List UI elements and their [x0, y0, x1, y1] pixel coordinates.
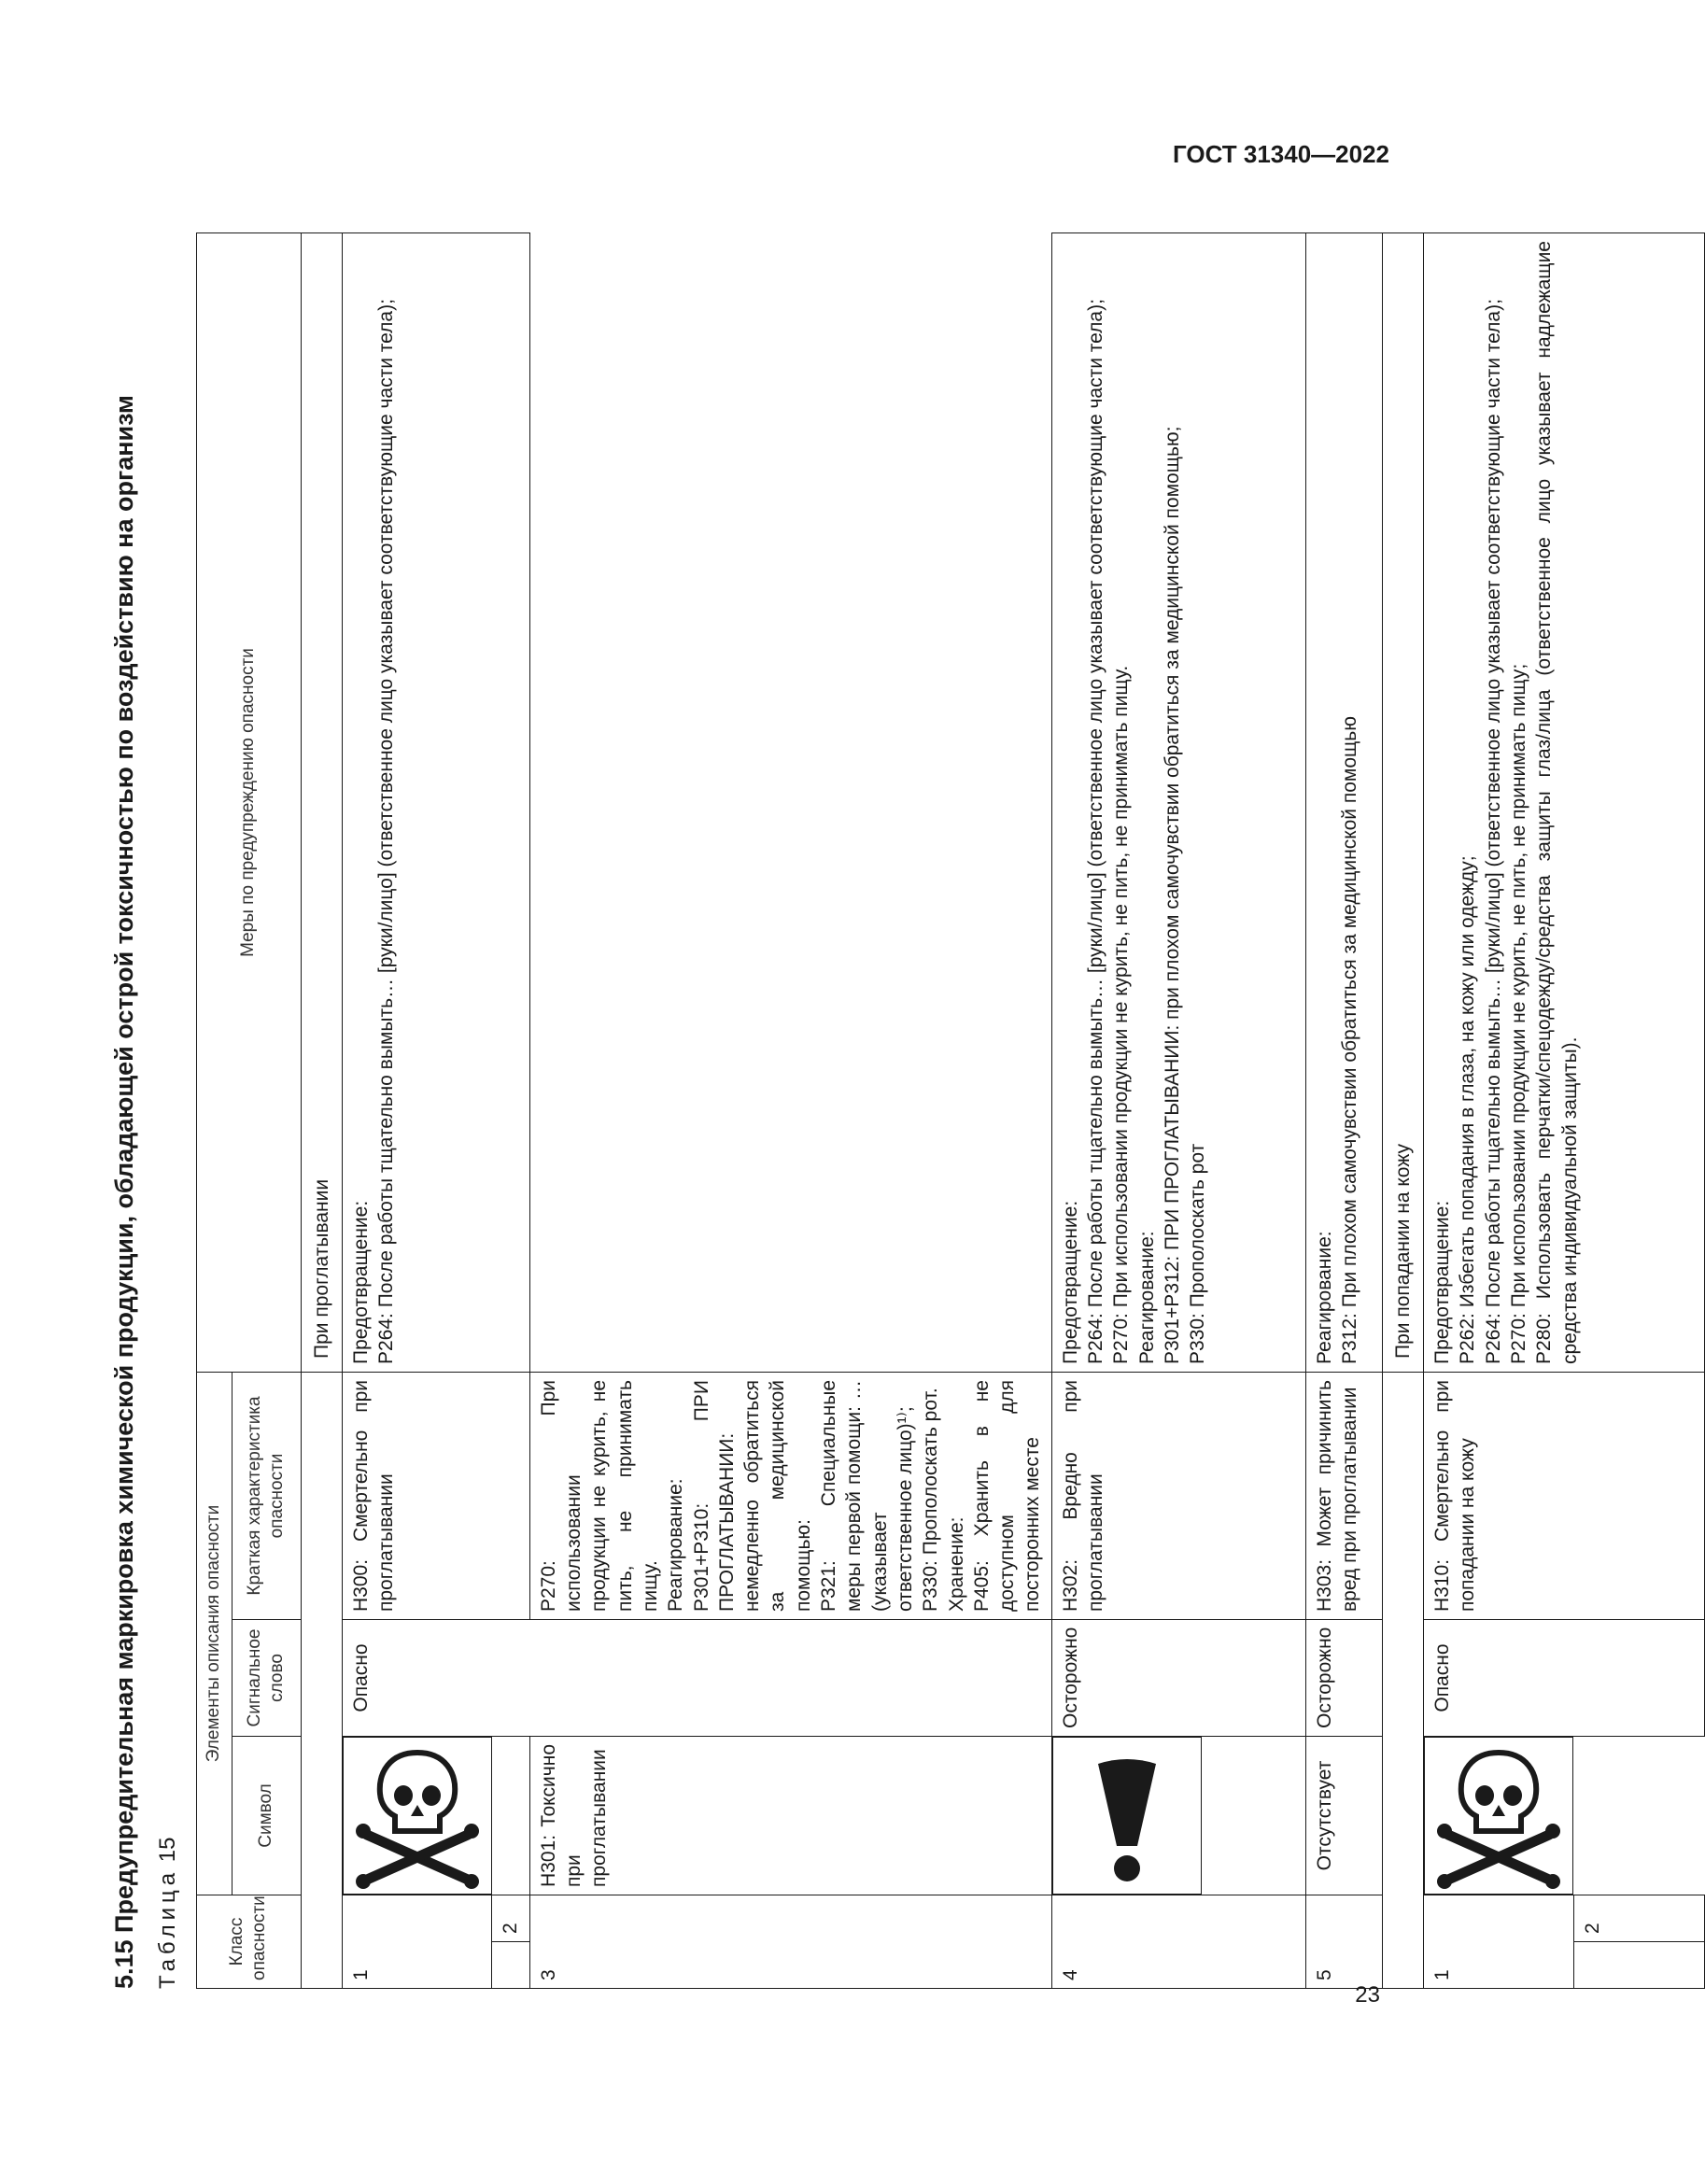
measure-line: P321: Специальные меры первой помощи: … (указывает ответственное лицо)¹⁾; — [818, 1380, 916, 1612]
symbol-absent: Отсутствует — [1305, 1737, 1382, 1895]
class-cell: 2 — [492, 1895, 529, 1942]
skull-crossbones-icon — [1429, 1751, 1569, 1881]
skull-crossbones-icon — [347, 1751, 487, 1881]
class-cell: 3 — [529, 1895, 1051, 1989]
measure-line: P301+P312: ПРИ ПРОГЛАТЫВАНИИ: при плохом самочувствии обратиться за медицинской помощью; — [1161, 426, 1183, 1364]
signal-cell: Осторожно — [1051, 1620, 1305, 1737]
class-cell: 1 — [1424, 1895, 1574, 1989]
section-title: 5.15 Предупредительная маркировка химической продукции, обладающей острой токсичностью по воздействию на организм — [110, 395, 138, 1989]
measures-cell — [529, 1373, 1051, 1620]
measure-line: Реагирование: — [1135, 1231, 1158, 1364]
table-label — [155, 1838, 181, 1989]
class-cell: 5 — [1305, 1895, 1382, 1989]
measure-line: Хранение: — [945, 1516, 967, 1612]
measure-line: Предотвращение: — [1431, 1200, 1454, 1364]
signal-cell: Осторожно — [1305, 1620, 1382, 1737]
header-brief: Краткая характеристика опасности — [232, 1373, 301, 1620]
table-number: 15 — [155, 1837, 180, 1863]
brief-cell: H300: Смертельно при проглатывании — [342, 1373, 529, 1620]
measure-line: P301+P310: ПРИ ПРОГЛАТЫВАНИИ: немедленно обратиться за медицинской помощью: — [690, 1380, 814, 1612]
signal-cell: Опасно — [342, 1620, 1051, 1737]
measure-line: Реагирование: — [665, 1478, 687, 1612]
hazard-table — [196, 232, 1705, 1989]
measures-cell — [1424, 233, 1705, 1373]
table-word: Таблица — [155, 1867, 180, 1989]
measure-line: Предотвращение: — [349, 1200, 372, 1364]
document-code: ГОСТ 31340—2022 — [1173, 140, 1389, 168]
measure-line: P264: После работы тщательно вымыть… [руки/лицо] (ответственное лицо указывает соответствующие части тела); — [1482, 299, 1504, 1364]
page-number: 23 — [1355, 1982, 1380, 2008]
brief-cell: H303: Может причинить вред при проглатывании — [1305, 1373, 1382, 1620]
header-class: Класс опасности — [197, 1895, 302, 1989]
measure-line: P330: Прополоскать рот — [1187, 1143, 1209, 1364]
symbol-cell — [343, 1737, 492, 1895]
header-elements: Элементы описания опасности — [197, 1373, 232, 1895]
measure-line: P270: При использовании продукции не курить, не пить, не принимать пищу. — [537, 1380, 661, 1612]
section-ingestion: При проглатывании — [301, 233, 342, 1373]
measure-line: P330: Прополоскать рот. — [920, 1388, 942, 1612]
header-signal: Сигнальное слово — [232, 1620, 301, 1737]
measures-cell — [1051, 233, 1305, 1373]
brief-cell: H310: Смертельно при попадании на кожу — [1424, 1373, 1705, 1620]
measure-line: P270: При использовании продукции не курить, не пить, не принимать пищу. — [1110, 665, 1133, 1364]
measure-line: P312: При плохом самочувствии обратиться за медицинской помощью — [1339, 716, 1361, 1364]
symbol-cell — [1424, 1737, 1573, 1895]
symbol-cell — [1052, 1737, 1202, 1895]
signal-cell: Опасно — [1424, 1620, 1705, 1737]
measure-line: P262: Избегать попадания в глаза, на кожу или одежду; — [1457, 855, 1479, 1364]
brief-cell: H302: Вредно при проглатывании — [1051, 1373, 1305, 1620]
measure-line: P264: После работы тщательно вымыть… [руки/лицо] (ответственное лицо указывает соответствующие части тела); — [375, 299, 398, 1364]
section-skin: При попадании на кожу — [1382, 233, 1423, 1373]
measure-line: Предотвращение: — [1059, 1200, 1081, 1364]
rotated-page-content — [103, 233, 1603, 1989]
measure-line: P270: При использовании продукции не курить, не пить, не принимать пищу; — [1507, 663, 1529, 1364]
class-cell: 4 — [1051, 1895, 1305, 1989]
header-measures: Меры по предупреждению опасности — [197, 233, 302, 1373]
measure-line: P264: После работы тщательно вымыть… [руки/лицо] (ответственное лицо указывает соответствующие части тела); — [1085, 299, 1107, 1364]
exclamation-icon — [1057, 1765, 1197, 1867]
measures-cell — [342, 233, 529, 1373]
class-cell: 2 — [1573, 1895, 1704, 1942]
class-cell: 1 — [342, 1895, 492, 1989]
measure-line: P405: Хранить в не доступном для посторонних месте — [970, 1380, 1044, 1612]
measure-line: P280: Использовать перчатки/спецодежду/средства защиты глаз/лица (ответственное лицо указывает надлежащие средства индивидуальной защиты). — [1533, 241, 1581, 1364]
header-symbol: Символ — [232, 1737, 301, 1895]
measure-line: Реагирование: — [1313, 1231, 1335, 1364]
measures-cell — [1305, 233, 1382, 1373]
brief-cell: H301: Токсично при проглатывании — [529, 1737, 1051, 1895]
